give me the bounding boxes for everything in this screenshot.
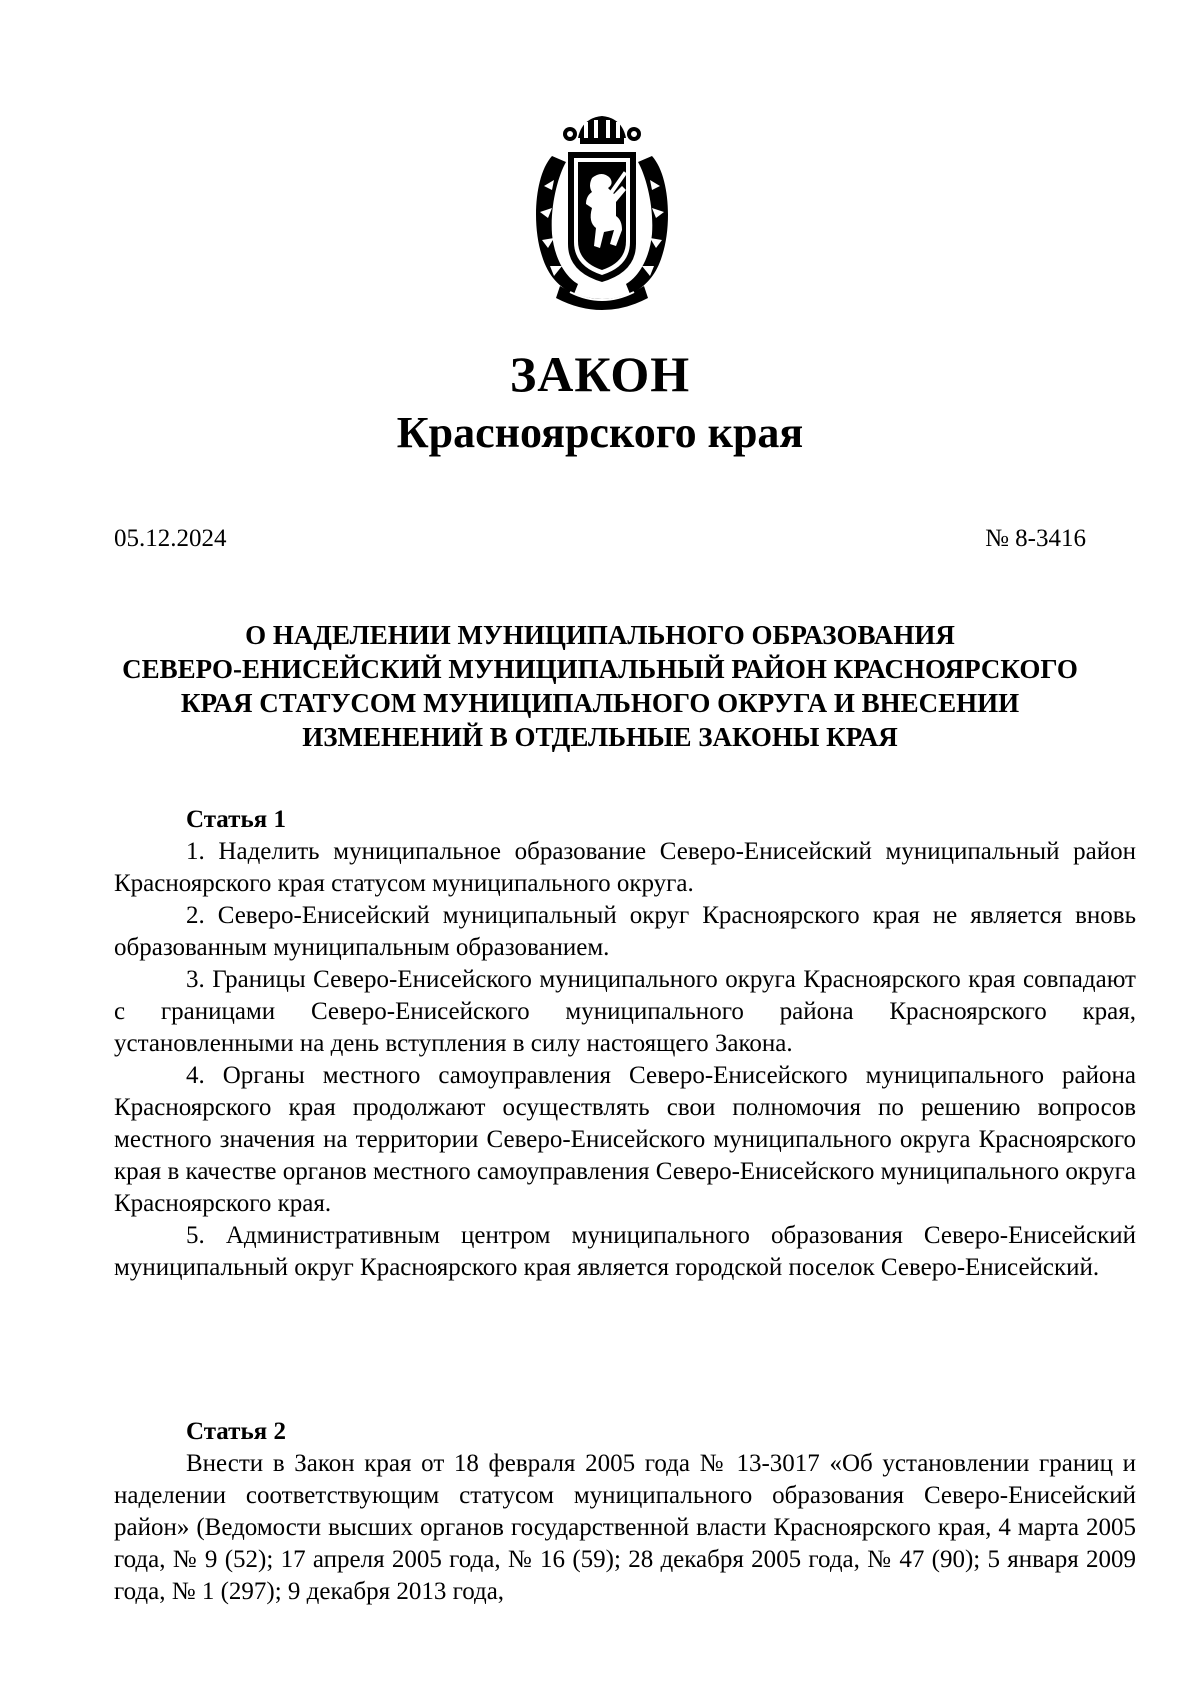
- law-title: ЗАКОН: [509, 346, 691, 402]
- krasnoyarsk-krai-coat-of-arms-icon: [530, 116, 674, 316]
- article-paragraph: 4. Органы местного самоуправления Северо-Енисейского муниципального района Красноярского края продолжают осуществлять свои полномочия по решению вопросов местного значения на территории Северо-Енисейского муниципального округа Красноярского края в качестве органов местного самоуправления Северо-Енисейского муниципального округа Красноярского края.: [114, 1062, 1136, 1217]
- law-number: № 8-3416: [985, 525, 1086, 552]
- law-heading: [100, 618, 1100, 754]
- article-paragraph: 5. Административным центром муниципального образования Северо-Енисейский муниципальный округ Красноярского края является городской поселок Северо-Енисейский.: [114, 1222, 1136, 1281]
- heading-line: ИЗМЕНЕНИЙ В ОТДЕЛЬНЫЕ ЗАКОНЫ КРАЯ: [302, 722, 898, 752]
- law-date: 05.12.2024: [114, 525, 227, 552]
- law-subtitle: Красноярского края: [396, 408, 804, 457]
- article-title: Статья 1: [186, 806, 286, 833]
- heading-line: КРАЯ СТАТУСОМ МУНИЦИПАЛЬНОГО ОКРУГА И ВНЕСЕНИИ: [180, 688, 1020, 718]
- article-title: Статья 2: [186, 1418, 286, 1445]
- article-paragraph: Внести в Закон края от 18 февраля 2005 года № 13-3017 «Об установлении границ и наделении соответствующим статусом муниципального образования Северо-Енисейский район» (Ведомости высших органов государственной власти Красноярского края, 4 марта 2005 года, № 9 (52); 17 апреля 2005 года, № 16 (59); 28 декабря 2005 года, № 47 (90); 5 января 2009 года, № 1 (297); 9 декабря 2013 года,: [114, 1450, 1136, 1605]
- article-paragraph: 3. Границы Северо-Енисейского муниципального округа Красноярского края совпадают с границами Северо-Енисейского муниципального района Красноярского края, установленными на день вступления в силу настоящего Закона.: [114, 966, 1136, 1057]
- article-paragraph: 2. Северо-Енисейский муниципальный округ Красноярского края не является вновь образованным муниципальным образованием.: [114, 902, 1136, 961]
- heading-line: СЕВЕРО-ЕНИСЕЙСКИЙ МУНИЦИПАЛЬНЫЙ РАЙОН КРАСНОЯРСКОГО: [122, 654, 1078, 684]
- article-1: [114, 804, 1136, 1284]
- article-paragraph: 1. Наделить муниципальное образование Северо-Енисейский муниципальный район Красноярского края статусом муниципального округа.: [114, 838, 1136, 897]
- article-2: [114, 1416, 1136, 1608]
- heading-line: О НАДЕЛЕНИИ МУНИЦИПАЛЬНОГО ОБРАЗОВАНИЯ: [245, 620, 955, 650]
